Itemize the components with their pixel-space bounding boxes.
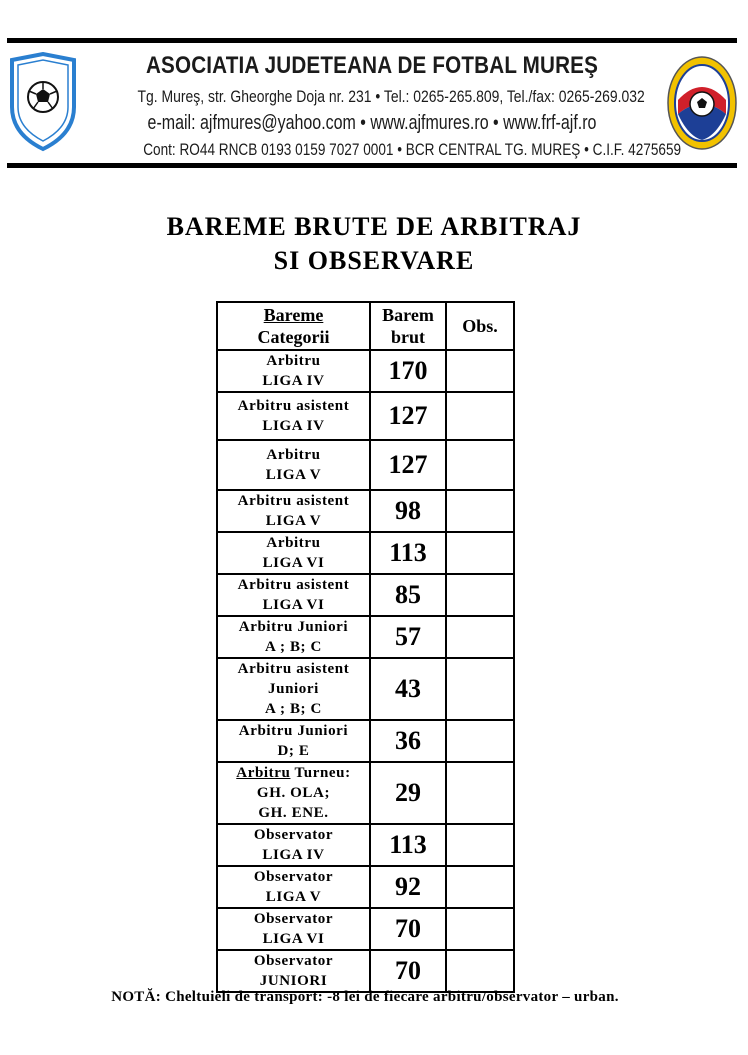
category-line: LIGA VI: [262, 931, 325, 947]
table-header-row: [217, 302, 514, 350]
barem-value: 57: [370, 616, 446, 658]
obs-cell: [446, 532, 514, 574]
frf-crest-icon: [666, 54, 738, 152]
header-categorii-cell: [217, 302, 370, 350]
barem-value: 85: [370, 574, 446, 616]
category-line: [218, 763, 369, 783]
category-cell: [217, 350, 370, 392]
category-line: Observator: [253, 953, 334, 969]
category-line: A ; B; C: [265, 639, 322, 655]
table-row: [217, 658, 514, 720]
category-cell: [217, 866, 370, 908]
category-line: LIGA IV: [262, 847, 325, 863]
category-line: Arbitru asistent: [237, 398, 350, 414]
barem-value: 113: [370, 824, 446, 866]
header-barem-brut-cell: [370, 302, 446, 350]
obs-cell: [446, 490, 514, 532]
category-underlined-word: Arbitru: [236, 765, 291, 781]
address-line: Tg. Mureş, str. Gheorghe Doja nr. 231 • Tel.: 0265-265.809, Tel./fax: 0265-269.032: [137, 87, 645, 106]
obs-cell: [446, 720, 514, 762]
header-brut: brut: [390, 327, 425, 347]
category-line: Arbitru asistent: [237, 661, 350, 677]
category-cell: [217, 762, 370, 824]
category-line: JUNIORI: [259, 973, 328, 989]
barem-value: 98: [370, 490, 446, 532]
transport-note: NOTĂ: Cheltuieli de transport: -8 lei de fiecare arbitru/observator – urban.: [111, 989, 619, 1005]
obs-cell: [446, 908, 514, 950]
header-obs: Obs.: [446, 302, 514, 350]
table-row: [217, 950, 514, 992]
category-line: Arbitru Juniori: [238, 723, 349, 739]
category-line: LIGA V: [265, 889, 322, 905]
category-line: GH. OLA;: [256, 785, 331, 801]
category-line: A ; B; C: [265, 701, 322, 717]
header-barem: Barem: [382, 305, 434, 325]
category-line: Arbitru Juniori: [238, 619, 349, 635]
table-row: [217, 392, 514, 440]
category-cell: [217, 720, 370, 762]
barem-value: 36: [370, 720, 446, 762]
category-cell: [217, 392, 370, 440]
category-cell: [217, 908, 370, 950]
table-row: [217, 720, 514, 762]
category-line: D; E: [277, 743, 310, 759]
table-row: [217, 908, 514, 950]
category-cell: [217, 824, 370, 866]
table-row: [217, 824, 514, 866]
table-row: [217, 866, 514, 908]
category-cell: [217, 574, 370, 616]
category-line: Arbitru asistent: [237, 577, 350, 593]
obs-cell: [446, 658, 514, 720]
category-line: LIGA V: [265, 467, 322, 483]
barem-value: 92: [370, 866, 446, 908]
category-line: LIGA VI: [262, 555, 325, 571]
document-title-line-2: SI OBSERVARE: [273, 246, 475, 275]
barem-table: [216, 301, 515, 993]
category-line: Arbitru asistent: [237, 493, 350, 509]
barem-value: 70: [370, 950, 446, 992]
barem-value: 43: [370, 658, 446, 720]
obs-cell: [446, 440, 514, 490]
category-cell: [217, 490, 370, 532]
association-header: [86, 49, 682, 164]
header-top-rule: [7, 38, 737, 43]
barem-value: 127: [370, 440, 446, 490]
category-line: LIGA IV: [262, 373, 325, 389]
category-word: Turneu:: [290, 765, 351, 781]
barem-value: 170: [370, 350, 446, 392]
obs-cell: [446, 950, 514, 992]
category-line: Observator: [253, 827, 334, 843]
header-bottom-rule: [7, 163, 737, 168]
barem-value: 29: [370, 762, 446, 824]
contact-web-line: e-mail: ajfmures@yahoo.com • www.ajfmures.ro • www.frf-ajf.ro: [147, 112, 597, 134]
category-cell: [217, 616, 370, 658]
category-line: Arbitru: [266, 535, 321, 551]
association-name: ASOCIATIA JUDETEANA DE FOTBAL MUREŞ: [145, 52, 599, 79]
table-row: [217, 350, 514, 392]
category-cell: [217, 440, 370, 490]
category-line: Juniori: [268, 681, 319, 697]
ajf-mures-crest-icon: [8, 52, 78, 152]
category-line: GH. ENE.: [258, 805, 329, 821]
header-bareme: Bareme: [263, 305, 324, 325]
category-line: Observator: [253, 869, 334, 885]
obs-cell: [446, 824, 514, 866]
table-row: [217, 762, 514, 824]
table-row: [217, 574, 514, 616]
obs-cell: [446, 350, 514, 392]
category-line: Arbitru: [266, 353, 321, 369]
obs-cell: [446, 392, 514, 440]
obs-cell: [446, 866, 514, 908]
obs-cell: [446, 616, 514, 658]
table-row: [217, 490, 514, 532]
category-line: LIGA V: [265, 513, 322, 529]
category-cell: [217, 658, 370, 720]
category-line: Observator: [253, 911, 334, 927]
category-cell: [217, 532, 370, 574]
obs-cell: [446, 762, 514, 824]
table-row: [217, 440, 514, 490]
barem-value: 70: [370, 908, 446, 950]
category-line: LIGA VI: [262, 597, 325, 613]
obs-cell: [446, 574, 514, 616]
category-cell: [217, 950, 370, 992]
header-categorii: Categorii: [257, 327, 330, 347]
barem-value: 113: [370, 532, 446, 574]
table-row: [217, 532, 514, 574]
document-title-line-1: BAREME BRUTE DE ARBITRAJ: [166, 212, 582, 241]
category-line: LIGA IV: [262, 418, 325, 434]
bank-account-line: Cont: RO44 RNCB 0193 0159 7027 0001 • BCR CENTRAL TG. MUREŞ • C.I.F. 4275659: [143, 140, 682, 159]
category-line: Arbitru: [266, 447, 321, 463]
barem-value: 127: [370, 392, 446, 440]
table-row: [217, 616, 514, 658]
